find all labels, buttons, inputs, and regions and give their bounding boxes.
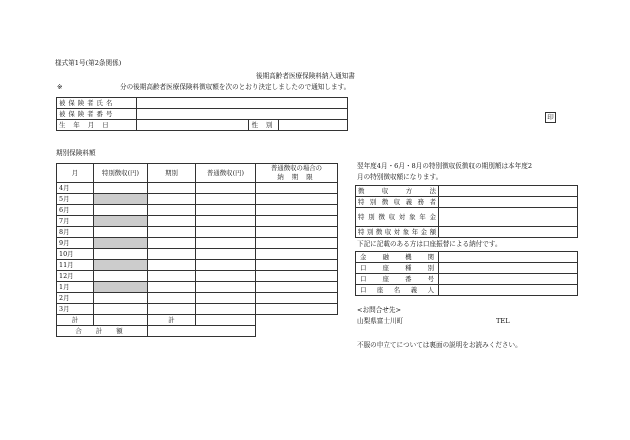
intro-text: 分の後期高齢者医療保険料徴収額を次のとおり決定しましたので通知します。 bbox=[120, 83, 351, 91]
contact-title: <お問合せ先> bbox=[357, 306, 402, 314]
table-row bbox=[57, 227, 338, 238]
ordinary-header: 普通徴収(円) bbox=[196, 164, 256, 183]
contact-town: 山梨県富士川町 bbox=[357, 317, 404, 325]
dob-value bbox=[137, 120, 249, 131]
special-header: 特別徴収(円) bbox=[94, 164, 148, 183]
table-row bbox=[57, 282, 338, 293]
month-cell: 7月 bbox=[57, 216, 94, 227]
provisional-note-line2: 月の特別徴収額になります。 bbox=[357, 173, 443, 181]
table-row bbox=[356, 263, 578, 274]
table-row bbox=[356, 252, 578, 263]
bank-transfer-note: 下記に記載のある方は口座振替による納付です。 bbox=[357, 240, 502, 248]
month-cell: 6月 bbox=[57, 205, 94, 216]
insured-name-label: 被保険者氏名 bbox=[57, 98, 137, 109]
term-header: 期別 bbox=[148, 164, 196, 183]
subtotal-label-special: 計 bbox=[57, 315, 94, 326]
table-row bbox=[356, 208, 578, 227]
total-label: 合 計 額 bbox=[57, 326, 148, 337]
table-row bbox=[356, 227, 578, 238]
month-cell: 8月 bbox=[57, 227, 94, 238]
table-row bbox=[57, 183, 338, 194]
period-section-title: 期別保険料額 bbox=[56, 149, 96, 157]
insured-number-label: 被保険者番号 bbox=[57, 109, 137, 120]
subtotal-label-ordinary: 計 bbox=[148, 315, 196, 326]
appeal-note: 不服の申立てについては裏面の説明をお読みください。 bbox=[357, 341, 522, 349]
sex-value bbox=[279, 120, 348, 131]
account-holder-label: 口座名義人 bbox=[356, 285, 439, 296]
period-table bbox=[56, 163, 338, 337]
collection-method-table bbox=[355, 185, 578, 238]
table-row bbox=[57, 293, 338, 304]
obligor-label: 特別徴収義務者 bbox=[356, 197, 439, 208]
account-number-label: 口座番号 bbox=[356, 274, 439, 285]
insured-number-value bbox=[137, 109, 348, 120]
table-row bbox=[356, 186, 578, 197]
document-title: 後期高齢者医療保険料納入通知書 bbox=[256, 72, 355, 80]
contact-tel-label: TEL bbox=[496, 317, 510, 325]
note-mark: ※ bbox=[57, 83, 63, 91]
bank-account-table bbox=[355, 251, 578, 296]
table-row bbox=[57, 194, 338, 205]
table-row bbox=[57, 238, 338, 249]
form-number: 様式第1号(第2条関係) bbox=[55, 59, 122, 67]
provisional-note-line1: 翌年度4月・6月・8月の特別徴収仮徴収の期別額は本年度2 bbox=[357, 162, 533, 170]
period-header-row bbox=[57, 164, 338, 183]
table-row bbox=[57, 120, 348, 131]
month-cell: 11月 bbox=[57, 260, 94, 271]
bank-name-label: 金融機関 bbox=[356, 252, 439, 263]
deadline-header-line2: 納 期 限 bbox=[277, 173, 316, 181]
table-row bbox=[57, 205, 338, 216]
pension-label: 特別徴収対象年金 bbox=[356, 208, 439, 227]
month-cell: 12月 bbox=[57, 271, 94, 282]
sex-label: 性 別 bbox=[249, 120, 279, 131]
month-cell: 10月 bbox=[57, 249, 94, 260]
table-row bbox=[356, 197, 578, 208]
seal-mark: 印 bbox=[545, 112, 556, 123]
table-row bbox=[57, 260, 338, 271]
table-row bbox=[57, 216, 338, 227]
month-cell: 4月 bbox=[57, 183, 94, 194]
insured-name-value bbox=[137, 98, 348, 109]
account-type-label: 口座種別 bbox=[356, 263, 439, 274]
month-cell: 1月 bbox=[57, 282, 94, 293]
table-row bbox=[57, 109, 348, 120]
month-cell: 3月 bbox=[57, 304, 94, 315]
month-cell: 2月 bbox=[57, 293, 94, 304]
total-value bbox=[148, 326, 256, 337]
deadline-header-line1: 普通徴収の場合の bbox=[270, 164, 323, 173]
table-row bbox=[57, 98, 348, 109]
dob-label: 生 年 月 日 bbox=[57, 120, 137, 131]
month-header: 月 bbox=[57, 164, 94, 183]
insured-info-table bbox=[56, 97, 348, 131]
deadline-header bbox=[256, 164, 338, 183]
table-row bbox=[57, 304, 338, 315]
table-row bbox=[356, 285, 578, 296]
method-label: 徴収方法 bbox=[356, 186, 439, 197]
month-cell: 5月 bbox=[57, 194, 94, 205]
pension-amount-label: 特別徴収対象年金額 bbox=[356, 227, 439, 238]
table-row bbox=[57, 249, 338, 260]
month-cell: 9月 bbox=[57, 238, 94, 249]
subtotal-row bbox=[57, 315, 338, 326]
table-row bbox=[356, 274, 578, 285]
table-row bbox=[57, 271, 338, 282]
